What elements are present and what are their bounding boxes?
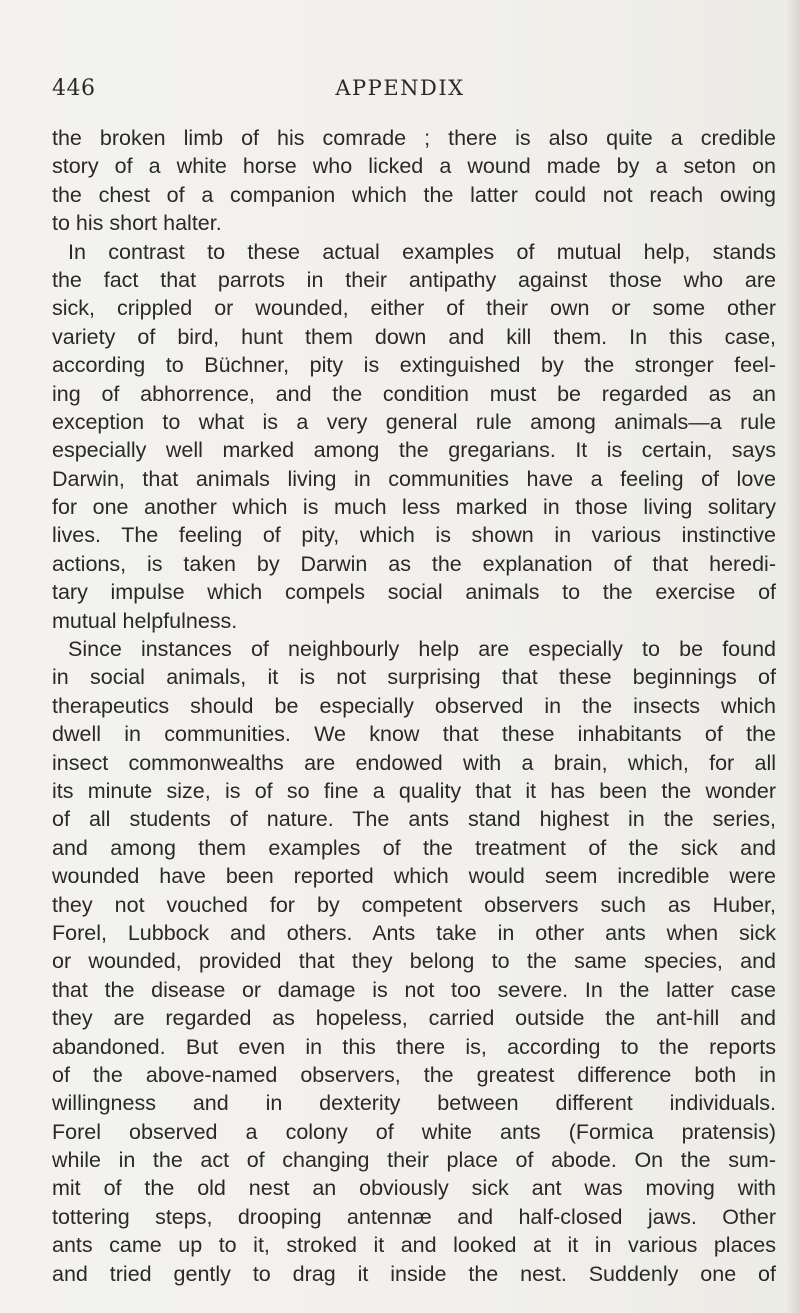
- text-line: or wounded, provided that they belong to the same species, and: [52, 949, 776, 974]
- text-line: dwell in communities. We know that these inhabitants of the: [52, 722, 776, 747]
- text-line: story of a white horse who licked a wound made by a seton on: [52, 154, 776, 179]
- text-line: willingness and in dexterity between different individuals.: [52, 1091, 776, 1116]
- text-line: of the above-named observers, the greatest difference both in: [52, 1062, 776, 1087]
- text-line: therapeutics should be especially observed in the insects which: [52, 693, 776, 718]
- text-line: while in the act of changing their place of abode. On the sum-: [52, 1148, 776, 1173]
- text-line: actions, is taken by Darwin as the explanation of that heredi-: [52, 551, 776, 576]
- text-line: Forel observed a colony of white ants (Formica pratensis): [52, 1119, 776, 1144]
- text-line: and tried gently to drag it inside the nest. Suddenly one of: [52, 1261, 776, 1286]
- running-head: [0, 76, 800, 106]
- text-line: exception to what is a very general rule among animals—a rule: [52, 409, 776, 434]
- text-line: the fact that parrots in their antipathy against those who are: [52, 267, 776, 292]
- text-line: abandoned. But even in this there is, according to the reports: [52, 1034, 776, 1059]
- text-line: variety of bird, hunt them down and kill them. In this case,: [52, 324, 776, 349]
- text-line: mutual helpfulness.: [52, 608, 238, 633]
- text-line: according to Büchner, pity is extinguished by the stronger feel-: [52, 353, 776, 378]
- text-line: tary impulse which compels social animals to the exercise of: [52, 580, 776, 605]
- text-line: its minute size, is of so fine a quality that it has been the wonder: [52, 778, 776, 803]
- text-line: the chest of a companion which the latter could not reach owing: [52, 182, 776, 207]
- text-line: of all students of nature. The ants stand highest in the series,: [52, 807, 776, 832]
- body-text: [52, 124, 776, 1288]
- text-line: wounded have been reported which would seem incredible were: [52, 864, 776, 889]
- text-line: insect commonwealths are endowed with a brain, which, for all: [52, 750, 776, 775]
- running-title: APPENDIX: [335, 76, 465, 100]
- text-line: In contrast to these actual examples of mutual help, stands: [68, 239, 776, 264]
- text-line: lives. The feeling of pity, which is shown in various instinctive: [52, 523, 776, 548]
- text-line: that the disease or damage is not too severe. In the latter case: [52, 977, 776, 1002]
- text-line: ants came up to it, stroked it and looked at it in various places: [52, 1233, 776, 1258]
- text-line: in social animals, it is not surprising that these beginnings of: [52, 665, 776, 690]
- text-line: sick, crippled or wounded, either of their own or some other: [52, 296, 776, 321]
- text-line: ing of abhorrence, and the condition must be regarded as an: [52, 381, 776, 406]
- text-line: especially well marked among the gregarians. It is certain, says: [52, 438, 776, 463]
- text-line: to his short halter.: [52, 211, 222, 236]
- text-line: mit of the old nest an obviously sick ant was moving with: [52, 1176, 776, 1201]
- text-line: tottering steps, drooping antennæ and half-closed jaws. Other: [52, 1204, 776, 1229]
- text-line: for one another which is much less marked in those living solitary: [52, 495, 776, 520]
- text-line: they not vouched for by competent observers such as Huber,: [52, 892, 776, 917]
- text-line: Darwin, that animals living in communities have a feeling of love: [52, 466, 776, 491]
- page-number: 446: [52, 76, 96, 101]
- text-line: the broken limb of his comrade ; there is also quite a credible: [52, 126, 776, 150]
- text-line: they are regarded as hopeless, carried outside the ant-hill and: [52, 1006, 776, 1031]
- text-line: Forel, Lubbock and others. Ants take in other ants when sick: [52, 920, 776, 945]
- page-edge-shadow: [786, 0, 800, 1313]
- text-line: and among them examples of the treatment of the sick and: [52, 835, 776, 860]
- text-line: Since instances of neighbourly help are especially to be found: [68, 637, 776, 662]
